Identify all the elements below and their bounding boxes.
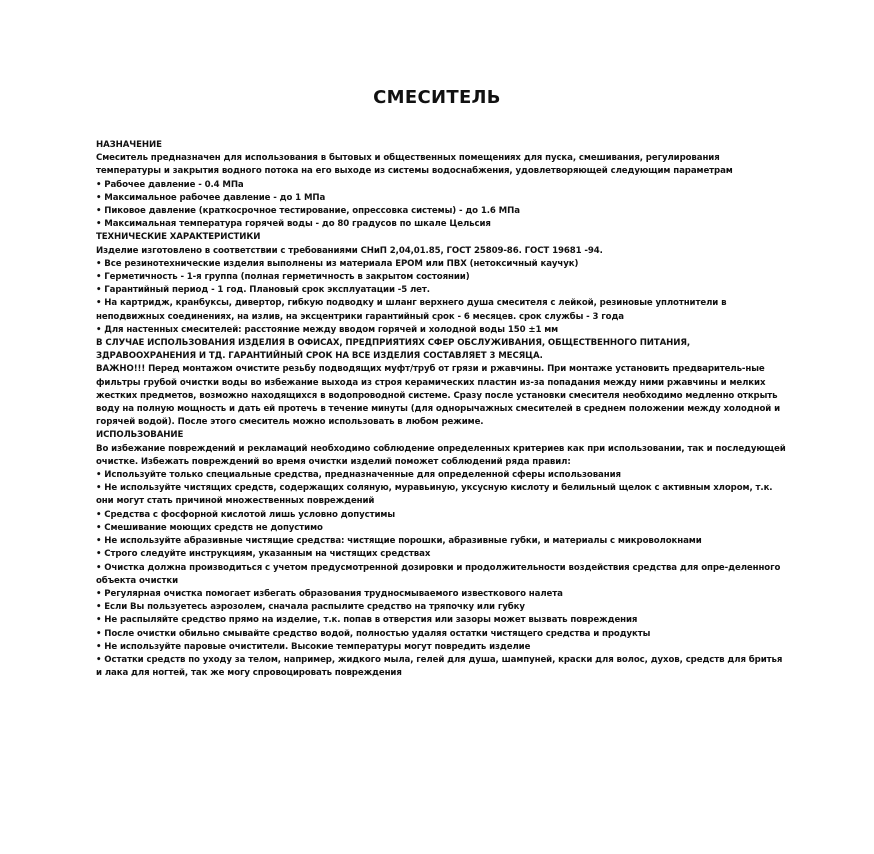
specs-item: • Гарантийный период - 1 год. Плановый срок эксплуатации -5 лет. (96, 285, 430, 296)
usage-item: • После очистки обильно смывайте средство водой, полностью удаляя остатки чистящего средства и продукты (96, 628, 651, 639)
usage-item: • Строго следуйте инструкциям, указанным на чистящих средствах (96, 549, 431, 560)
important-notice: ВАЖНО!!! Перед монтажом очистите резьбу подводящих муфт/труб от грязи и ржавчины. При монтаже установить предваритель-ные фильтры грубой очистки воды во избежание выхода из строя керамических пластин из-за попадания между ними ржавчины и мелких жестких предметов, возможно находящихся в водопроводной системе. Сразу после установки смесителя необходимо медленно открыть воду на полную мощность и дать ей протечь в течение минуты (для однорычажных смесителей в среднем положении между холодной и горячей водой). После этого смеситель можно использовать в любом режиме. (96, 364, 781, 428)
usage-heading: ИСПОЛЬЗОВАНИЕ (96, 430, 184, 441)
usage-item: • Очистка должна производиться с учетом предусмотренной дозировки и продолжительности воздействия средства для опре-деленного объекта очистки (96, 562, 781, 586)
purpose-item: • Максимальное рабочее давление - до 1 МПа (96, 192, 326, 203)
usage-item: • Смешивание моющих средств не допустимо (96, 522, 323, 533)
purpose-item: • Рабочее давление - 0.4 МПа (96, 179, 244, 190)
usage-section (96, 429, 786, 680)
usage-intro: Во избежание повреждений и рекламаций необходимо соблюдение определенных критериев как при использовании, так и последующей очистке. Избежать повреждений во время очистки изделий поможет соблюдений ряда правил: (96, 443, 786, 467)
purpose-section (96, 139, 786, 231)
specs-item: • На картридж, кранбуксы, дивертор, гибкую подводку и шланг верхнего душа смесителя с лейкой, резиновые уплотнители в неподвижных соединениях, на излив, на эксцентрики гарантийный срок - 6 месяцев. срок службы - 3 года (96, 298, 727, 322)
page-title: СМЕСИТЕЛЬ (373, 87, 501, 108)
specs-item: • Все резинотехнические изделия выполнены из материала EPOM или ПВХ (нетоксичный каучук) (96, 258, 579, 269)
usage-item: • Не распыляйте средство прямо на изделие, т.к. попав в отверстия или зазоры может вызвать повреждения (96, 615, 638, 626)
office-warranty-notice: В СЛУЧАЕ ИСПОЛЬЗОВАНИЯ ИЗДЕЛИЯ В ОФИСАХ, ПРЕДПРИЯТИЯХ СФЕР ОБСЛУЖИВАНИЯ, ОБЩЕСТВЕННОГО ПИТАНИЯ, ЗДРАВООХРАНЕНИЯ И ТД. ГАРАНТИЙНЫЙ СРОК НА ВСЕ ИЗДЕЛИЯ СОСТАВЛЯЕТ 3 МЕСЯЦА. (96, 338, 691, 362)
purpose-item: • Пиковое давление (краткосрочное тестирование, опрессовка системы) - до 1.6 МПа (96, 206, 520, 217)
usage-item: • Не используйте паровые очистители. Высокие температуры могут повредить изделие (96, 641, 531, 652)
usage-item: • Регулярная очистка помогает избегать образования трудносмываемого известкового налета (96, 588, 563, 599)
purpose-heading: НАЗНАЧЕНИЕ (96, 140, 162, 150)
specs-item: • Герметичность - 1-я группа (полная герметичность в закрытом состоянии) (96, 272, 470, 283)
specs-section (96, 231, 786, 337)
usage-item: • Используйте только специальные средства, предназначенные для определенной сферы использования (96, 470, 621, 481)
usage-item: • Не используйте абразивные чистящие средства: чистящие порошки, абразивные губки, и материалы с микроволокнами (96, 536, 702, 547)
document-body (96, 139, 786, 680)
specs-heading: ТЕХНИЧЕСКИЕ ХАРАКТЕРИСТИКИ (96, 232, 261, 243)
purpose-intro: Смеситель предназначен для использования в бытовых и общественных помещениях для пуска, смешивания, регулирования температуры и закрытия водного потока на его выходе из системы водоснабжения, удовлетворяющей следующим параметрам (96, 153, 733, 177)
purpose-item: • Максимальная температура горячей воды - до 80 градусов по шкале Цельсия (96, 219, 491, 230)
usage-item: • Средства с фосфорной кислотой лишь условно допустимы (96, 509, 396, 520)
usage-item: • Остатки средств по уходу за телом, например, жидкого мыла, гелей для душа, шампуней, краски для волос, духов, средств для бритья и лака для ногтей, так же могу спровоцировать повреждения (96, 654, 783, 679)
specs-intro: Изделие изготовлено в соответствии с требованиями СНиП 2,04,01.85, ГОСТ 25809-86. ГОСТ 19681 -94. (96, 245, 603, 256)
usage-item: • Не используйте чистящих средств, содержащих соляную, муравьиную, уксусную кислоту и белильный щелок с активным хлором, т.к. они могут стать причиной множественных повреждений (96, 483, 773, 507)
specs-item: • Для настенных смесителей: расстояние между вводом горячей и холодной воды 150 ±1 мм (96, 324, 559, 335)
usage-item: • Если Вы пользуетесь аэрозолем, сначала распылите средство на тряпочку или губку (96, 602, 525, 613)
